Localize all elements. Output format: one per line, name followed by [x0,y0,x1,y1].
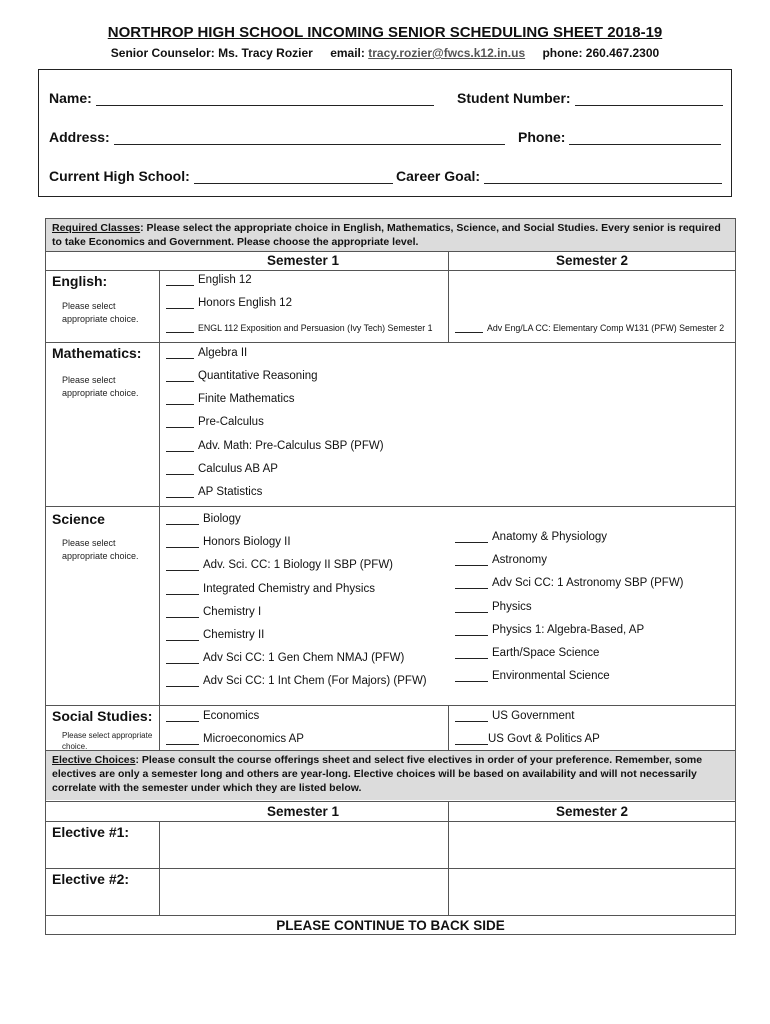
phone-field[interactable] [518,129,721,145]
current-school-field[interactable] [49,168,393,184]
counselor-name: Senior Counselor: Ms. Tracy Rozier [110,46,313,60]
social-studies-option[interactable]: Economics [166,710,259,722]
science-option[interactable]: Adv Sci CC: 1 Int Chem (For Majors) (PFW) [166,675,427,687]
continue-notice: PLEASE CONTINUE TO BACK SIDE [276,918,505,933]
math-option[interactable]: Pre-Calculus [166,416,264,428]
address-line[interactable] [114,131,505,145]
science-option[interactable]: Chemistry II [166,629,264,641]
name-line[interactable] [96,92,434,106]
phone-line[interactable] [569,131,721,145]
semester-2-header: Semester 2 [555,253,629,268]
science-hint: Please select appropriate choice. [62,538,139,561]
address-field[interactable] [49,129,505,145]
science-option[interactable]: Physics [455,601,532,613]
email-label: email: [330,46,365,60]
required-classes-text: : Please select the appropriate choice in English, Mathematics, Science, and Social Studies. Every senior is required to take Economics and Government. Please choose the appropriate level. [52,222,721,248]
science-label: Science [52,511,105,527]
english-option[interactable]: Honors English 12 [166,297,292,309]
math-hint: Please select appropriate choice. [62,375,139,398]
english-option[interactable]: ENGL 112 Exposition and Persuasion (Ivy Tech) Semester 1 [166,323,433,333]
column-divider [448,251,449,342]
address-label: Address: [49,129,110,145]
student-number-field[interactable] [457,90,723,106]
social-studies-hint: Please select appropriate choice. [62,731,153,751]
elective-semester-1-header: Semester 1 [266,804,340,819]
page-title: NORTHROP HIGH SCHOOL INCOMING SENIOR SCHEDULING SHEET 2018-19 [107,24,663,41]
elective-choices-heading: Elective Choices [52,754,136,766]
elective-2-semester-2-cell[interactable] [449,869,735,915]
science-option[interactable]: Biology [166,513,241,525]
science-option[interactable]: Honors Biology II [166,536,291,548]
elective-choices-text: : Please consult the course offerings sheet and select five electives in order of your preference. Remember, some electives are only a semester long and others are year-long. Elective choices will be based on availability and will not necessarily correlate with the semester under which they are listed below. [52,754,703,794]
social-studies-option[interactable]: Microeconomics AP [166,733,304,745]
required-classes-heading: Required Classes [52,222,141,234]
elective-semester-2-header: Semester 2 [555,804,629,819]
student-info-box [38,69,732,197]
elective-1-semester-1-cell[interactable] [160,822,448,868]
divider [46,342,735,343]
elective-choices-notice [46,751,735,800]
math-option[interactable]: Calculus AB AP [166,463,278,475]
math-option[interactable]: Algebra II [166,347,247,359]
current-school-label: Current High School: [49,168,190,184]
name-field[interactable] [49,90,434,106]
science-option[interactable]: Adv Sci CC: 1 Astronomy SBP (PFW) [455,577,684,589]
english-hint: Please select appropriate choice. [62,301,139,324]
career-goal-field[interactable] [396,168,722,184]
column-divider [448,705,449,750]
elective-2-label: Elective #2: [52,871,130,887]
elective-2-semester-1-cell[interactable] [160,869,448,915]
counselor-phone: phone: 260.467.2300 [542,46,660,60]
social-studies-label: Social Studies: [52,708,153,724]
science-option[interactable]: Anatomy & Physiology [455,531,607,543]
divider [46,705,735,706]
math-option[interactable]: Quantitative Reasoning [166,370,318,382]
counselor-line [0,46,770,60]
elective-1-label: Elective #1: [52,824,130,840]
english-option[interactable]: Adv Eng/LA CC: Elementary Comp W131 (PFW) Semester 2 [455,323,724,333]
science-option[interactable]: Chemistry I [166,606,261,618]
divider [46,506,735,507]
divider [46,270,735,271]
science-option[interactable]: Adv. Sci. CC: 1 Biology II SBP (PFW) [166,559,393,571]
math-label: Mathematics: [52,345,142,361]
divider [46,915,735,916]
divider [46,801,735,802]
name-label: Name: [49,90,92,106]
scheduling-form [45,218,736,935]
math-option[interactable]: Finite Mathematics [166,393,295,405]
science-option[interactable]: Earth/Space Science [455,647,599,659]
email-link[interactable]: tracy.rozier@fwcs.k12.in.us [368,46,526,60]
science-option[interactable]: Astronomy [455,554,547,566]
phone-label: Phone: [518,129,566,145]
social-studies-option[interactable]: US Govt & Politics AP [455,733,600,745]
science-option[interactable]: Environmental Science [455,670,610,682]
science-option[interactable]: Integrated Chemistry and Physics [166,583,375,595]
science-option[interactable]: Adv Sci CC: 1 Gen Chem NMAJ (PFW) [166,652,404,664]
english-label: English: [52,273,108,289]
career-goal-label: Career Goal: [396,168,481,184]
divider [46,251,735,252]
semester-1-header: Semester 1 [266,253,340,268]
student-number-label: Student Number: [457,90,571,106]
math-option[interactable]: Adv. Math: Pre-Calculus SBP (PFW) [166,440,384,452]
english-option[interactable]: English 12 [166,274,252,286]
career-goal-line[interactable] [484,170,722,184]
elective-1-semester-2-cell[interactable] [449,822,735,868]
math-option[interactable]: AP Statistics [166,486,262,498]
current-school-line[interactable] [194,170,393,184]
science-option[interactable]: Physics 1: Algebra-Based, AP [455,624,644,636]
social-studies-option[interactable]: US Government [455,710,574,722]
student-number-line[interactable] [575,92,723,106]
required-classes-notice [46,219,735,251]
